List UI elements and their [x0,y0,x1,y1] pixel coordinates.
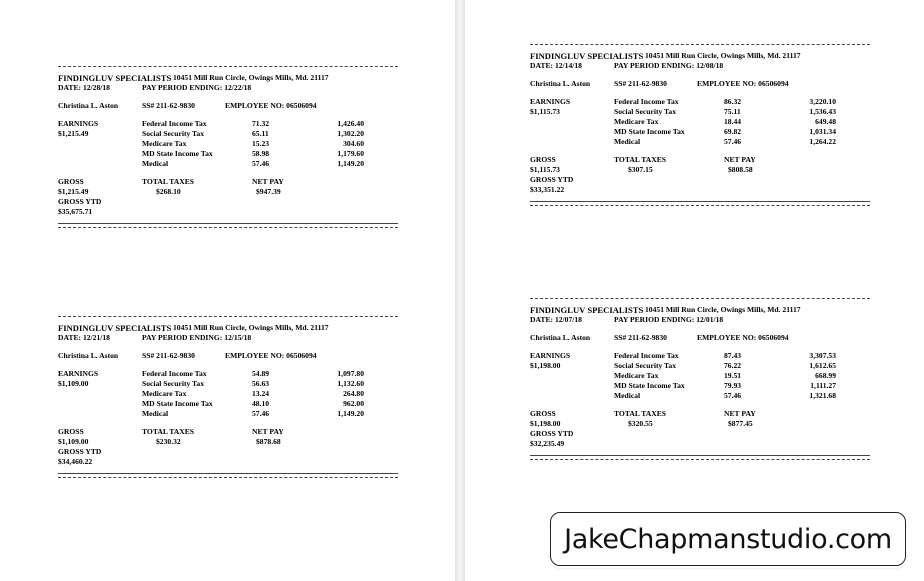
bottom-rule-dashed [58,227,398,228]
employee-number: EMPLOYEE NO: 06506094 [697,333,789,342]
gross-ytd-label: GROSS YTD [58,197,102,206]
employee-name: Christina L. Aston [530,333,591,342]
tax-ytd: 3,220.10 [809,97,836,106]
total-taxes-label: TOTAL TAXES [142,427,194,436]
tax-name: Medicare Tax [142,389,187,398]
tax-name: Medical [142,159,169,168]
tax-ytd: 3,307.53 [809,351,836,360]
company-address: 10451 Mill Run Circle, Owings Mills, Md. 21117 [173,73,329,82]
tax-current: 56.63 [252,379,270,388]
tax-name: Federal Income Tax [614,97,679,106]
tax-ytd: 1,149.20 [337,159,364,168]
stub-date: DATE: 12/28/18 [58,83,110,92]
company-address: 10451 Mill Run Circle, Owings Mills, Md. 21117 [645,51,801,60]
total-taxes-label: TOTAL TAXES [142,177,194,186]
gross-ytd-amount: $35,675.71 [58,207,93,216]
earnings-amount: $1,109.00 [58,379,89,388]
employee-ssn: SS# 211-62-9830 [142,351,195,360]
tax-ytd: 1,536.43 [809,107,836,116]
earnings-label: EARNINGS [58,369,99,378]
tax-current: 57.46 [252,409,270,418]
tax-current: 13.24 [252,389,270,398]
earnings-label: EARNINGS [58,119,99,128]
tax-name: MD State Income Tax [142,399,213,408]
tax-ytd: 1,179.60 [337,149,364,158]
tax-ytd: 1,149.20 [337,409,364,418]
tax-ytd: 1,132.60 [337,379,364,388]
tax-current: 65.11 [252,129,269,138]
tax-name: Medicare Tax [142,139,187,148]
gross-amount: $1,115.73 [530,165,560,174]
pay-period-ending: PAY PERIOD ENDING: 12/08/18 [614,61,724,70]
tax-name: Medicare Tax [614,371,659,380]
net-pay-amount: $808.58 [728,165,753,174]
employee-number: EMPLOYEE NO: 06506094 [225,101,317,110]
tax-name: Medical [142,409,169,418]
tax-ytd: 264.80 [343,389,364,398]
bottom-rule-dashed [530,459,870,460]
tax-name: MD State Income Tax [614,127,685,136]
tax-ytd: 1,097.80 [337,369,364,378]
tax-name: Medicare Tax [614,117,659,126]
earnings-amount: $1,215.49 [58,129,89,138]
total-taxes-amount: $320.55 [628,419,653,428]
pay-period-ending: PAY PERIOD ENDING: 12/15/18 [142,333,252,342]
tax-current: 86.32 [724,97,742,106]
company-name: FINDINGLUV SPECIALISTS [530,51,644,61]
pay-period-ending: PAY PERIOD ENDING: 12/01/18 [614,315,724,324]
tax-name: Social Security Tax [614,107,677,116]
tax-ytd: 668.99 [815,371,836,380]
gross-amount: $1,198.00 [530,419,561,428]
tax-ytd: 1,031.34 [809,127,836,136]
employee-ssn: SS# 211-62-9830 [614,333,667,342]
net-pay-label: NET PAY [724,409,756,418]
employee-number: EMPLOYEE NO: 06506094 [225,351,317,360]
employee-name: Christina L. Aston [58,101,119,110]
watermark-logo: JakeChapmanstudio.com [550,512,906,566]
net-pay-label: NET PAY [724,155,756,164]
pay-stub [58,316,398,478]
earnings-label: EARNINGS [530,97,571,106]
stub-date: DATE: 12/14/18 [530,61,582,70]
gross-amount: $1,215.49 [58,187,89,196]
employee-ssn: SS# 211-62-9830 [614,79,667,88]
total-taxes-amount: $307.15 [628,165,653,174]
tax-current: 57.46 [724,391,742,400]
tax-name: Social Security Tax [142,379,205,388]
bottom-rule [530,201,870,202]
tax-name: Medical [614,391,641,400]
net-pay-amount: $947.39 [256,187,281,196]
tax-name: Federal Income Tax [142,369,207,378]
tax-ytd: 649.48 [815,117,836,126]
gross-label: GROSS [58,427,84,436]
bottom-rule-dashed [530,205,870,206]
gross-ytd-label: GROSS YTD [58,447,102,456]
employee-ssn: SS# 211-62-9830 [142,101,195,110]
company-address: 10451 Mill Run Circle, Owings Mills, Md. 21117 [173,323,329,332]
pay-stub [530,298,870,460]
gross-ytd-label: GROSS YTD [530,175,574,184]
tax-ytd: 1,111.27 [810,381,836,390]
pay-stub [530,44,870,206]
tax-current: 69.82 [724,127,742,136]
total-taxes-label: TOTAL TAXES [614,155,666,164]
tax-current: 57.46 [252,159,270,168]
tax-name: Federal Income Tax [614,351,679,360]
gross-label: GROSS [530,155,556,164]
tax-current: 18.44 [724,117,742,126]
tax-current: 54.89 [252,369,270,378]
tax-ytd: 304.60 [343,139,364,148]
tax-name: Federal Income Tax [142,119,207,128]
gross-ytd-amount: $33,351.22 [530,185,565,194]
net-pay-amount: $878.68 [256,437,281,446]
net-pay-amount: $877.45 [728,419,753,428]
tax-ytd: 1,321.68 [809,391,836,400]
gross-ytd-amount: $34,460.22 [58,457,93,466]
total-taxes-amount: $268.10 [156,187,181,196]
tax-current: 57.46 [724,137,742,146]
tax-name: MD State Income Tax [142,149,213,158]
gross-amount: $1,109.00 [58,437,89,446]
tax-name: Social Security Tax [142,129,205,138]
bottom-rule [58,473,398,474]
earnings-amount: $1,115.73 [530,107,560,116]
page-gutter [455,0,465,581]
tax-ytd: 1,426.40 [337,119,364,128]
earnings-label: EARNINGS [530,351,571,360]
bottom-rule-dashed [58,477,398,478]
tax-name: Social Security Tax [614,361,677,370]
tax-ytd: 1,302.20 [337,129,364,138]
tax-name: Medical [614,137,641,146]
tax-ytd: 1,264.22 [809,137,836,146]
tax-current: 19.51 [724,371,742,380]
stub-date: DATE: 12/07/18 [530,315,582,324]
tax-current: 58.98 [252,149,270,158]
net-pay-label: NET PAY [252,177,284,186]
stub-date: DATE: 12/21/18 [58,333,110,342]
gross-ytd-amount: $32,235.49 [530,439,565,448]
company-name: FINDINGLUV SPECIALISTS [530,305,644,315]
pay-period-ending: PAY PERIOD ENDING: 12/22/18 [142,83,252,92]
tax-current: 48.10 [252,399,270,408]
gross-label: GROSS [530,409,556,418]
bottom-rule [530,455,870,456]
employee-name: Christina L. Aston [530,79,591,88]
tax-current: 71.32 [252,119,270,128]
total-taxes-amount: $230.32 [156,437,181,446]
company-name: FINDINGLUV SPECIALISTS [58,73,172,83]
tax-current: 76.22 [724,361,742,370]
tax-current: 87.43 [724,351,742,360]
employee-number: EMPLOYEE NO: 06506094 [697,79,789,88]
tax-current: 75.11 [724,107,741,116]
pay-stub [58,66,398,228]
tax-current: 79.93 [724,381,742,390]
tax-ytd: 962.00 [343,399,364,408]
tax-ytd: 1,612.65 [809,361,836,370]
employee-name: Christina L. Aston [58,351,119,360]
gross-ytd-label: GROSS YTD [530,429,574,438]
bottom-rule [58,223,398,224]
net-pay-label: NET PAY [252,427,284,436]
earnings-amount: $1,198.00 [530,361,561,370]
company-name: FINDINGLUV SPECIALISTS [58,323,172,333]
tax-name: MD State Income Tax [614,381,685,390]
tax-current: 15.23 [252,139,270,148]
gross-label: GROSS [58,177,84,186]
total-taxes-label: TOTAL TAXES [614,409,666,418]
company-address: 10451 Mill Run Circle, Owings Mills, Md. 21117 [645,305,801,314]
